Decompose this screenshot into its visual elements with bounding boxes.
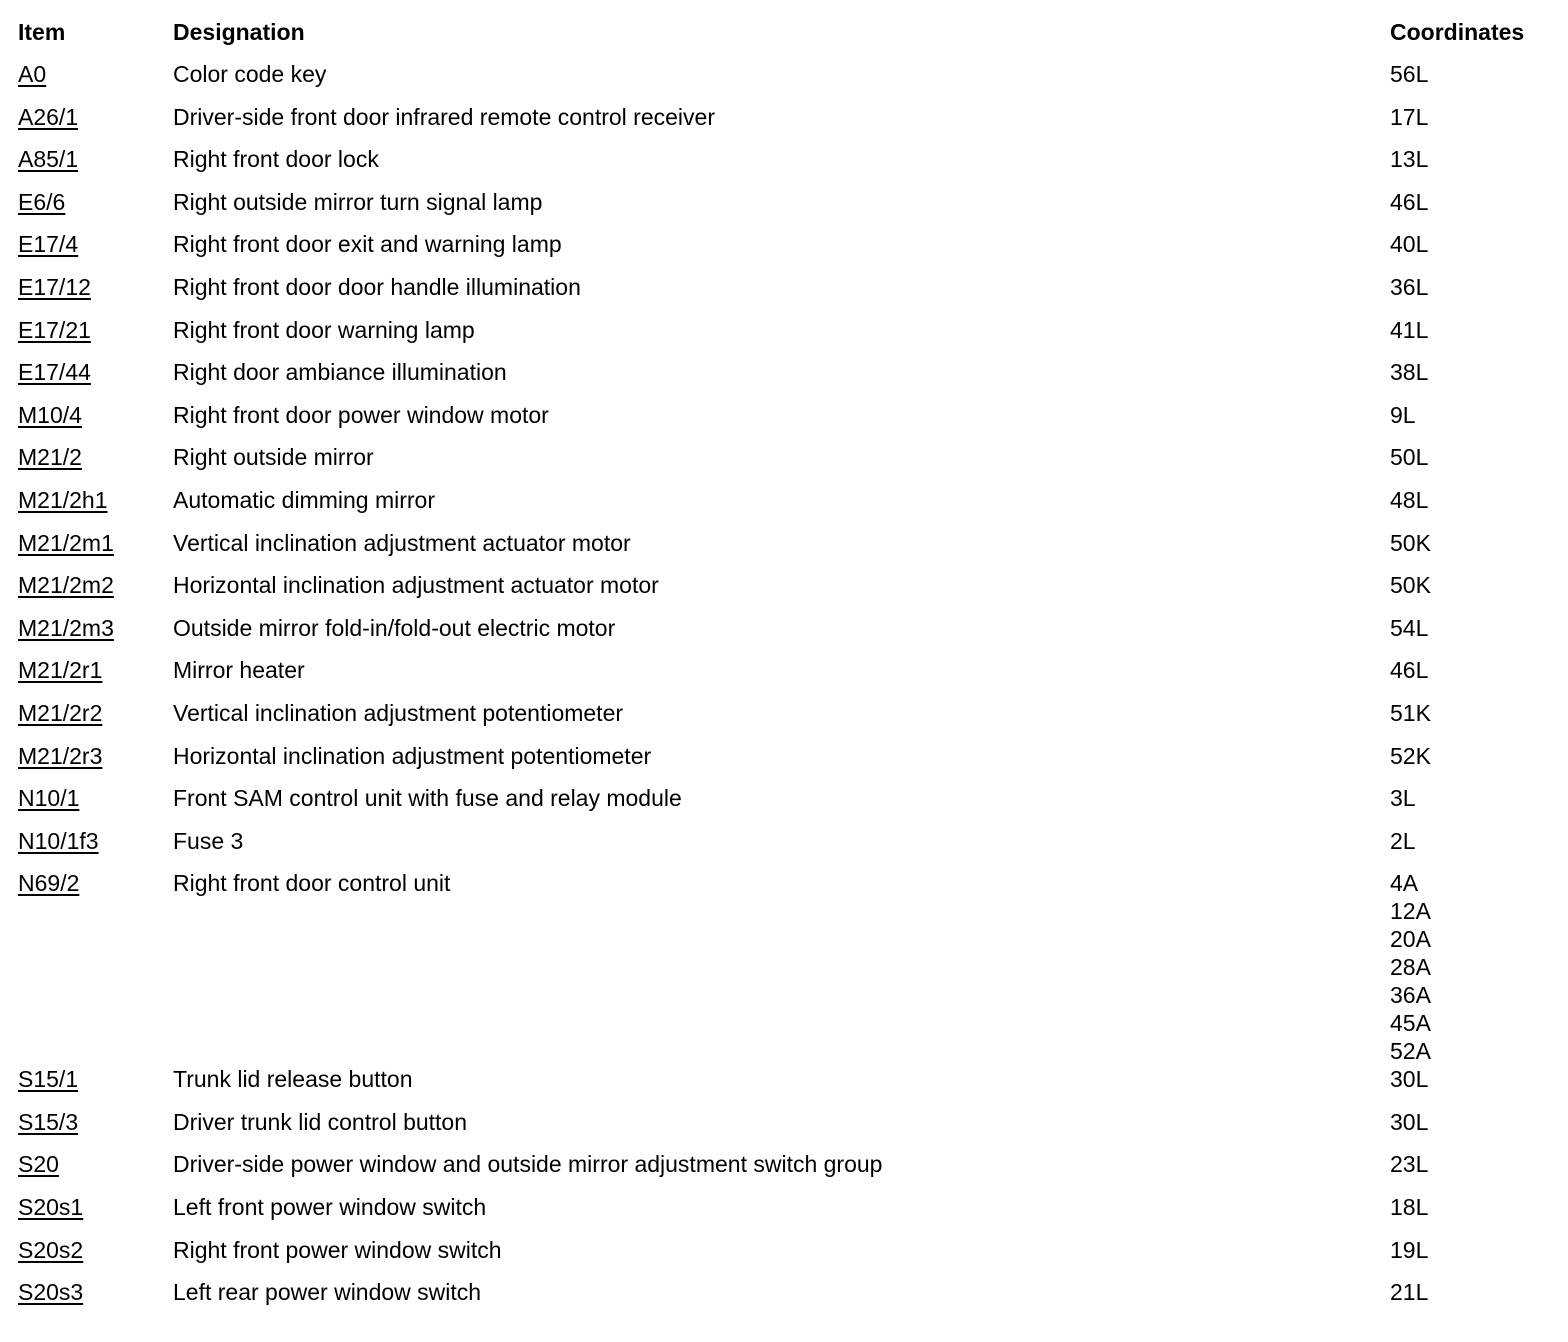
coordinates-cell	[1390, 145, 1548, 173]
table-row	[18, 869, 1548, 1065]
item-link[interactable]: S20	[18, 1151, 59, 1178]
item-cell	[18, 1278, 173, 1306]
table-row	[18, 60, 1548, 103]
table-row	[18, 1108, 1548, 1151]
table-row	[18, 358, 1548, 401]
table-row	[18, 230, 1548, 273]
coordinates-cell	[1390, 273, 1548, 301]
designation-cell: Right front door exit and warning lamp	[173, 231, 562, 258]
designation-cell: Left front power window switch	[173, 1194, 487, 1221]
item-link[interactable]: S20s2	[18, 1236, 84, 1263]
table-row	[18, 529, 1548, 572]
header-item: Item	[18, 19, 66, 45]
coordinate-value: 19L	[1390, 1236, 1429, 1263]
item-cell	[18, 188, 173, 216]
designation-cell: Color code key	[173, 61, 327, 87]
header-coordinates: Coordinates	[1390, 19, 1525, 45]
coordinates-cell	[1390, 614, 1548, 642]
item-cell	[18, 1236, 173, 1264]
item-link[interactable]: E6/6	[18, 188, 66, 215]
coordinate-value: 46L	[1390, 657, 1429, 684]
designation-cell: Trunk lid release button	[173, 1066, 413, 1093]
coordinates-cell	[1390, 1193, 1548, 1221]
coordinates-cell	[1390, 1278, 1548, 1306]
header-designation: Designation	[173, 19, 305, 45]
coordinates-cell	[1390, 316, 1548, 344]
item-cell	[18, 1150, 173, 1178]
coordinate-value: 3L	[1390, 785, 1416, 812]
coordinates-cell	[1390, 1108, 1548, 1136]
item-link[interactable]: S20s1	[18, 1194, 84, 1221]
table-row	[18, 1278, 1548, 1321]
coordinates-cell	[1390, 486, 1548, 514]
table-row	[18, 784, 1548, 827]
coordinates-cell	[1390, 188, 1548, 216]
item-link[interactable]: M21/2r2	[18, 699, 103, 726]
item-cell	[18, 230, 173, 258]
coordinate-value: 46L	[1390, 188, 1429, 215]
coordinates-cell	[1390, 869, 1548, 1065]
table-row	[18, 1193, 1548, 1236]
table-header-row	[18, 18, 1548, 60]
item-cell	[18, 103, 173, 131]
item-cell	[18, 827, 173, 855]
item-link[interactable]: M21/2m2	[18, 572, 114, 599]
designation-cell: Automatic dimming mirror	[173, 486, 435, 513]
coordinate-value: 40L	[1390, 231, 1429, 258]
item-cell	[18, 401, 173, 429]
item-link[interactable]: N10/1	[18, 785, 80, 812]
coordinate-value: 30L	[1390, 1108, 1429, 1135]
table-row	[18, 656, 1548, 699]
coordinate-value: 54L	[1390, 614, 1429, 641]
coordinate-value: 36L	[1390, 273, 1429, 300]
coordinate-value: 56L	[1390, 61, 1429, 87]
coordinate-value: 23L	[1390, 1151, 1429, 1178]
coordinate-value: 4A	[1390, 870, 1419, 897]
table-row	[18, 742, 1548, 785]
designation-cell: Right front power window switch	[173, 1236, 502, 1263]
coordinates-cell	[1390, 1065, 1548, 1093]
designation-cell: Front SAM control unit with fuse and relay module	[173, 785, 682, 812]
designation-cell: Fuse 3	[173, 827, 244, 854]
item-cell	[18, 614, 173, 642]
designation-cell: Right front door warning lamp	[173, 316, 475, 343]
coordinate-value: 51K	[1390, 699, 1431, 726]
designation-cell: Right front door door handle illumination	[173, 273, 581, 300]
coordinate-value: 13L	[1390, 146, 1429, 173]
coordinates-cell	[1390, 656, 1548, 684]
designation-cell: Vertical inclination adjustment potentiometer	[173, 699, 624, 726]
item-link[interactable]: M21/2m3	[18, 614, 114, 641]
designation-cell: Right outside mirror	[173, 444, 374, 471]
coordinates-cell	[1390, 358, 1548, 386]
coordinates-cell	[1390, 443, 1548, 471]
designation-cell: Right front door control unit	[173, 870, 451, 897]
coordinate-value: 50L	[1390, 444, 1429, 471]
item-cell	[18, 1193, 173, 1221]
designation-cell: Right front door lock	[173, 146, 379, 173]
item-cell	[18, 486, 173, 514]
table-row	[18, 614, 1548, 657]
table-row	[18, 188, 1548, 231]
designation-cell: Right outside mirror turn signal lamp	[173, 188, 543, 215]
item-link[interactable]: M10/4	[18, 401, 82, 428]
item-cell	[18, 656, 173, 684]
table-row	[18, 443, 1548, 486]
item-link[interactable]: S15/3	[18, 1108, 79, 1135]
item-cell	[18, 699, 173, 727]
coordinates-cell	[1390, 571, 1548, 599]
coordinate-value: 28A	[1390, 954, 1431, 981]
item-link[interactable]: A0	[18, 61, 47, 87]
designation-cell: Driver-side power window and outside mirror adjustment switch group	[173, 1151, 883, 1178]
coordinates-cell	[1390, 1150, 1548, 1178]
coordinate-value: 48L	[1390, 486, 1429, 513]
coordinate-value: 50K	[1390, 529, 1431, 556]
coordinates-cell	[1390, 742, 1548, 770]
item-link[interactable]: E17/12	[18, 273, 91, 300]
item-cell	[18, 571, 173, 599]
designation-cell: Horizontal inclination adjustment actuator motor	[173, 572, 659, 599]
coordinate-value: 2L	[1390, 827, 1416, 854]
coordinates-cell	[1390, 230, 1548, 258]
item-link[interactable]: M21/2m1	[18, 529, 114, 556]
table-row	[18, 699, 1548, 742]
coordinate-value: 20A	[1390, 926, 1431, 953]
item-link[interactable]: M21/2r3	[18, 742, 103, 769]
coordinate-value: 30L	[1390, 1066, 1429, 1093]
designation-cell: Horizontal inclination adjustment potentiometer	[173, 742, 652, 769]
coordinates-cell	[1390, 784, 1548, 812]
designation-cell: Vertical inclination adjustment actuator motor	[173, 529, 631, 556]
item-cell	[18, 273, 173, 301]
item-cell	[18, 145, 173, 173]
coordinate-value: 50K	[1390, 572, 1431, 599]
item-cell	[18, 869, 173, 897]
item-cell	[18, 1065, 173, 1093]
coordinates-cell	[1390, 60, 1548, 88]
designation-cell: Driver trunk lid control button	[173, 1108, 468, 1135]
item-link[interactable]: S15/1	[18, 1066, 79, 1093]
item-cell	[18, 1108, 173, 1136]
coordinates-cell	[1390, 827, 1548, 855]
item-link[interactable]: E17/44	[18, 359, 91, 386]
designation-cell: Mirror heater	[173, 657, 305, 684]
coordinate-value: 18L	[1390, 1194, 1429, 1221]
coordinate-value: 36A	[1390, 982, 1431, 1009]
item-cell	[18, 316, 173, 344]
component-legend-table	[18, 18, 1548, 1321]
table-row	[18, 1150, 1548, 1193]
designation-cell: Driver-side front door infrared remote control receiver	[173, 103, 715, 130]
item-link[interactable]: M21/2	[18, 444, 82, 471]
item-cell	[18, 784, 173, 812]
item-link[interactable]: E17/4	[18, 231, 79, 258]
table-row	[18, 1236, 1548, 1279]
coordinate-value: 52A	[1390, 1038, 1431, 1065]
item-link[interactable]: S20s3	[18, 1279, 84, 1306]
item-cell	[18, 60, 173, 88]
coordinates-cell	[1390, 1236, 1548, 1264]
table-row	[18, 145, 1548, 188]
coordinate-value: 38L	[1390, 359, 1429, 386]
item-cell	[18, 529, 173, 557]
table-row	[18, 273, 1548, 316]
item-link[interactable]: E17/21	[18, 316, 91, 343]
coordinate-value: 17L	[1390, 103, 1429, 130]
item-link[interactable]: A85/1	[18, 146, 79, 173]
coordinates-cell	[1390, 529, 1548, 557]
coordinate-value: 21L	[1390, 1279, 1429, 1306]
coordinate-value: 9L	[1390, 401, 1416, 428]
table-row	[18, 1065, 1548, 1108]
coordinates-cell	[1390, 699, 1548, 727]
item-cell	[18, 358, 173, 386]
item-link[interactable]: M21/2h1	[18, 486, 108, 513]
table-body	[18, 60, 1548, 1321]
coordinates-cell	[1390, 103, 1548, 131]
table-row	[18, 103, 1548, 146]
designation-cell: Right front door power window motor	[173, 401, 549, 428]
designation-cell: Left rear power window switch	[173, 1279, 482, 1306]
item-cell	[18, 742, 173, 770]
coordinates-cell	[1390, 401, 1548, 429]
coordinate-value: 12A	[1390, 898, 1431, 925]
table-row	[18, 486, 1548, 529]
item-link[interactable]: N10/1f3	[18, 827, 99, 854]
item-link[interactable]: A26/1	[18, 103, 79, 130]
coordinate-value: 41L	[1390, 316, 1429, 343]
table-row	[18, 316, 1548, 359]
table-row	[18, 827, 1548, 870]
coordinate-value: 45A	[1390, 1010, 1431, 1037]
designation-cell: Outside mirror fold-in/fold-out electric motor	[173, 614, 616, 641]
table-row	[18, 401, 1548, 444]
item-link[interactable]: N69/2	[18, 870, 80, 897]
item-link[interactable]: M21/2r1	[18, 657, 103, 684]
designation-cell: Right door ambiance illumination	[173, 359, 507, 386]
item-cell	[18, 443, 173, 471]
table-row	[18, 571, 1548, 614]
coordinate-value: 52K	[1390, 742, 1431, 769]
